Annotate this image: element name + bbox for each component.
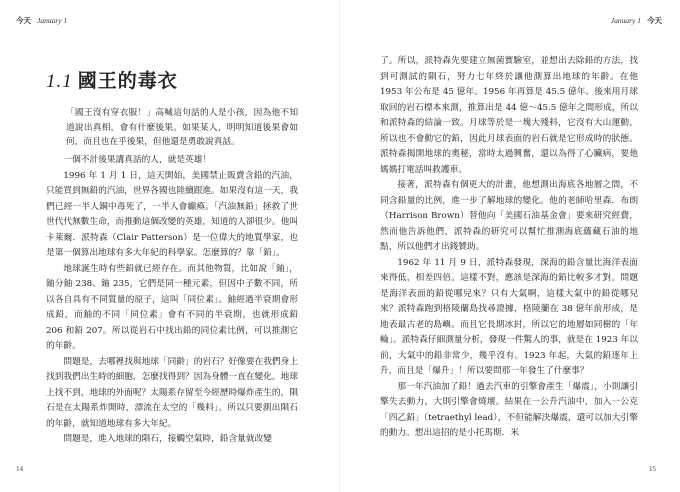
paragraph: 了。所以，派特森先要建立無菌實驗室，並想出去除鉛的方法，找到可測試的隕石，努力七年終於讓他測算出地球的年齡。在他 1953 年公布是 45 億年。1956 年再算是 45.5 億年。後來用月球取回的岩石標本來測，推算出是 44 億～45.5 億年之間形成，所以和派特森的結論一致。月球等於是一塊大殘料，它沒有大山運動，所以也不會動它的鉛，因此月球表面的岩石就是它形成時的狀態。派特森揭開地球的奧秘，當時太過興奮，還以為得了心臟病，要他媽媽打電話叫救護車。 xyxy=(380,56,638,175)
paragraph: 地球誕生時有些鉛就已經存在。而其他物質，比如說「鈾」，鈾分鈾 238、鈾 235，它們是同一種元素，但因中子數不同，所以各自具有不同質量的原子，這叫「同位素」。鈾經過半衰期會形成鉛，而鈾的不同「同位素」會有不同的半衰期，也就形成鉛 206 和鉛 207。所以從岩石中找出鉛的同位素比例，可以推測它的年齡。 xyxy=(46,263,298,351)
left-running-header xyxy=(16,15,67,26)
left-header-date: January 1 xyxy=(37,16,68,25)
paragraph: 一個不計後果講真話的人，就是英雄！ xyxy=(63,155,212,165)
left-page-number: 14 xyxy=(16,465,23,473)
section-number: 1.1 xyxy=(46,71,73,92)
paragraph: 1962 年 11 月 9 日，派特森發現，深海的鉛含量比海洋表面來得低，相差四倍。這樣不對，應該是深海的鉛比較多才對。問題是海洋表面的鉛從哪兒來？只有大氣啊，這樣大氣中的鉛從哪兒來？派特森跑到格陵蘭島找尋證據，格陵蘭在 38 億年前形成，是地表最古老的島嶼。而且它長期冰封，所以它的地層如同樹的「年輪」。派特森仔細測量分析，發現一件驚人的事，就是在 1923 年以前，大氣中的鉛非常少，幾乎沒有。1923 年起，大氣的鉛逐年上升，而且是「爆升」！所以要問那一年發生了什麼事？ xyxy=(380,257,638,376)
epigraph-quote: 「國王沒有穿衣服！」高喊這句話的人是小孩，因為他不知道說出真相，會有什麼後果。如果某人，明明知道後果會如何，而且也在乎後果，但他還是勇敢說真話。 xyxy=(66,108,298,147)
right-page xyxy=(340,0,680,492)
left-body-text xyxy=(46,153,298,448)
paragraph: 1996 年 1 月 1 日，這天開始，美國禁止販賣含鉛的汽油，只能買到無鉛的汽油，世界各國也陸續跟進。如果沒有這一天，我們已經一半人銅中毒死了，一半人會癲瘓。「汽油無鉛」拯救了世世代代無數生命，而推動這個改變的英雄，知道的人卻很少。他叫卡萊爾．派特森（Clair Patterson）是一位偉大的地質學家，也是第一個算出地球有多大年紀的科學家。怎麼算的？靠「鉛」。 xyxy=(46,170,298,258)
section-title-text: 國王的毒衣 xyxy=(77,70,178,92)
paragraph: 那一年汽油加了鉛！過去汽車的引擎會產生「爆震」，小則讓引擎失去動力，大則引擎會燒壞。結果在一公升汽油中，加入一公克「四乙鉛」（tetraethyl lead），不但能解決爆震，還可以加大引擎的動力。想出這招的是小托馬斯．米 xyxy=(380,381,638,438)
right-page-number: 15 xyxy=(649,465,656,473)
right-running-header xyxy=(611,15,662,26)
paragraph: 接著，派特森有個更大的計畫，他想測出海底各地層之間，不同含鉛量的比例，進一步了解地球的變化。他的老師哈里森．布朗（Harrison Brown）替他向「美國石油基金會」要來研究經費，然而他告訴他們，派特森的研究可以幫忙推測海底蘊藏石油的地點，所以他們才出錢贊助。 xyxy=(380,180,638,252)
section-title xyxy=(46,66,178,93)
left-header-label: 今天 xyxy=(16,16,31,25)
right-header-date: January 1 xyxy=(610,16,641,25)
paragraph: 問題是，去哪裡找與地球「同齡」的岩石？好像要在我們身上找到我們出生時的細胞，怎麼找得到？因為身體一直在變化。地球上找不到，地球的外面呢？太陽系存留至今經歷時爆炸產生的，隕石是在太陽系炸開時，漂流在太空的「幾料」。所以只要測出隕石的年齡，就知道地球有多大年紀。 xyxy=(46,356,298,429)
paragraph: 問題是，進入地球的隕石，接觸空氣時，鉛含量就改變 xyxy=(63,434,272,444)
right-body-text xyxy=(380,54,638,442)
right-header-label: 今天 xyxy=(647,16,662,25)
